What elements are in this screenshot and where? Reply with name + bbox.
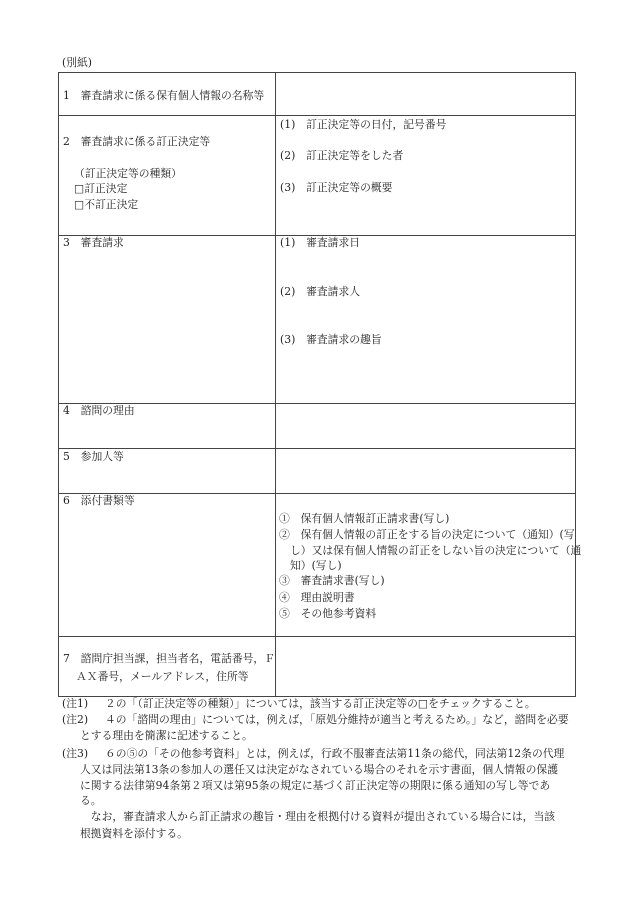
row-4: [59, 404, 575, 449]
row-3: [59, 236, 575, 404]
row-3-item-3: (3) 審査請求の趣旨: [280, 333, 382, 346]
row-3-value-cell: [276, 236, 575, 403]
row-1: [59, 73, 575, 116]
attachment-item-3: ③ 審査請求書(写し): [279, 574, 385, 587]
attachment-item-2: ② 保有個人情報の訂正をする旨の決定について（通知）(写: [279, 528, 575, 541]
row-4-title: 4 諮問の理由: [63, 404, 135, 417]
row-2: [59, 116, 575, 236]
row-4-value-cell: [276, 404, 575, 448]
row-4-label-cell: [59, 404, 276, 448]
row-5-value-cell: [276, 449, 575, 493]
row-1-title: 1 審査請求に係る保有個人情報の名称等: [63, 89, 265, 102]
attachment-label: (別紙): [62, 56, 93, 69]
row-7-title-line-2: ＡＸ番号，メールアドレス，住所等: [76, 670, 249, 683]
attachment-item-1: ① 保有個人情報訂正請求書(写し): [279, 512, 450, 525]
row-2-kind-label: （訂正決定等の種類）: [74, 167, 182, 180]
attachment-item-4: ④ 理由説明書: [279, 591, 355, 604]
row-2-label-cell: [59, 116, 276, 235]
row-3-label-cell: [59, 236, 276, 403]
attachment-item-2-cont-2: 知）(写し): [290, 559, 342, 572]
row-2-item-1: (1) 訂正決定等の日付，記号番号: [280, 118, 447, 131]
row-2-title: 2 審査請求に係る訂正決定等: [63, 135, 211, 148]
note-3-line-6: 根拠資料を添付する。: [80, 827, 188, 840]
row-2-item-2: (2) 訂正決定等をした者: [280, 149, 404, 162]
row-3-title: 3 審査請求: [63, 236, 124, 249]
row-5-title: 5 参加人等: [63, 450, 124, 463]
attachment-item-2-cont-1: し）又は保有個人情報の訂正をしない旨の決定について（通: [290, 544, 582, 557]
row-7: [59, 637, 575, 696]
note-3-label: (注3): [62, 747, 89, 760]
note-1-line-1: ２の「（訂正決定等の種類）」については，該当する訂正決定等の□をチェックすること。: [105, 697, 536, 710]
note-1-label: (注1): [62, 697, 89, 710]
checkbox-option-correction: □訂正決定: [74, 182, 128, 195]
note-3-line-1: ６の⑤の「その他参考資料」とは，例えば，行政不服審査法第11条の総代，同法第12条の代理: [105, 747, 565, 760]
row-7-value-cell: [276, 637, 575, 696]
note-2-label: (注2): [62, 713, 89, 726]
row-1-value-cell: [276, 73, 575, 115]
row-2-value-cell: [276, 116, 575, 235]
note-3-line-2: 人又は同法第13条の参加人の選任又は決定がなされている場合のそれを示す書面，個人情報の保護: [80, 763, 559, 776]
note-3-line-5: なお，審査請求人から訂正請求の趣旨・理由を根拠付ける資料が提出されている場合には，当該: [80, 810, 556, 823]
attachment-item-5: ⑤ その他参考資料: [279, 607, 377, 620]
row-1-label-cell: [59, 73, 276, 115]
note-2-line-2: とする理由を簡潔に記述すること。: [80, 729, 253, 742]
row-6: [59, 494, 582, 637]
row-2-item-3: (3) 訂正決定等の概要: [280, 181, 393, 194]
note-3-line-3: に関する法律第94条第２項又は第95条の規定に基づく訂正決定等の期限に係る通知の写し等であ: [80, 779, 551, 792]
form-table: [58, 72, 582, 697]
row-6-label-cell: [59, 494, 276, 636]
checkbox-option-non-correction: □不訂正決定: [74, 198, 139, 211]
row-7-label-cell: [59, 637, 276, 696]
row-6-value-cell: [276, 494, 582, 636]
row-6-title: 6 添付書類等: [63, 494, 135, 507]
row-3-item-1: (1) 審査請求日: [280, 236, 361, 249]
row-3-item-2: (2) 審査請求人: [280, 285, 361, 298]
row-5-label-cell: [59, 449, 276, 493]
row-5: [59, 449, 575, 494]
note-2-line-1: ４の「諮問の理由」については，例えば，「原処分維持が適当と考えるため。」など，諮問を必要: [105, 713, 569, 726]
row-7-title-line-1: 7 諮問庁担当課，担当者名，電話番号，Ｆ: [63, 652, 276, 665]
note-3-line-4: る。: [80, 794, 102, 807]
